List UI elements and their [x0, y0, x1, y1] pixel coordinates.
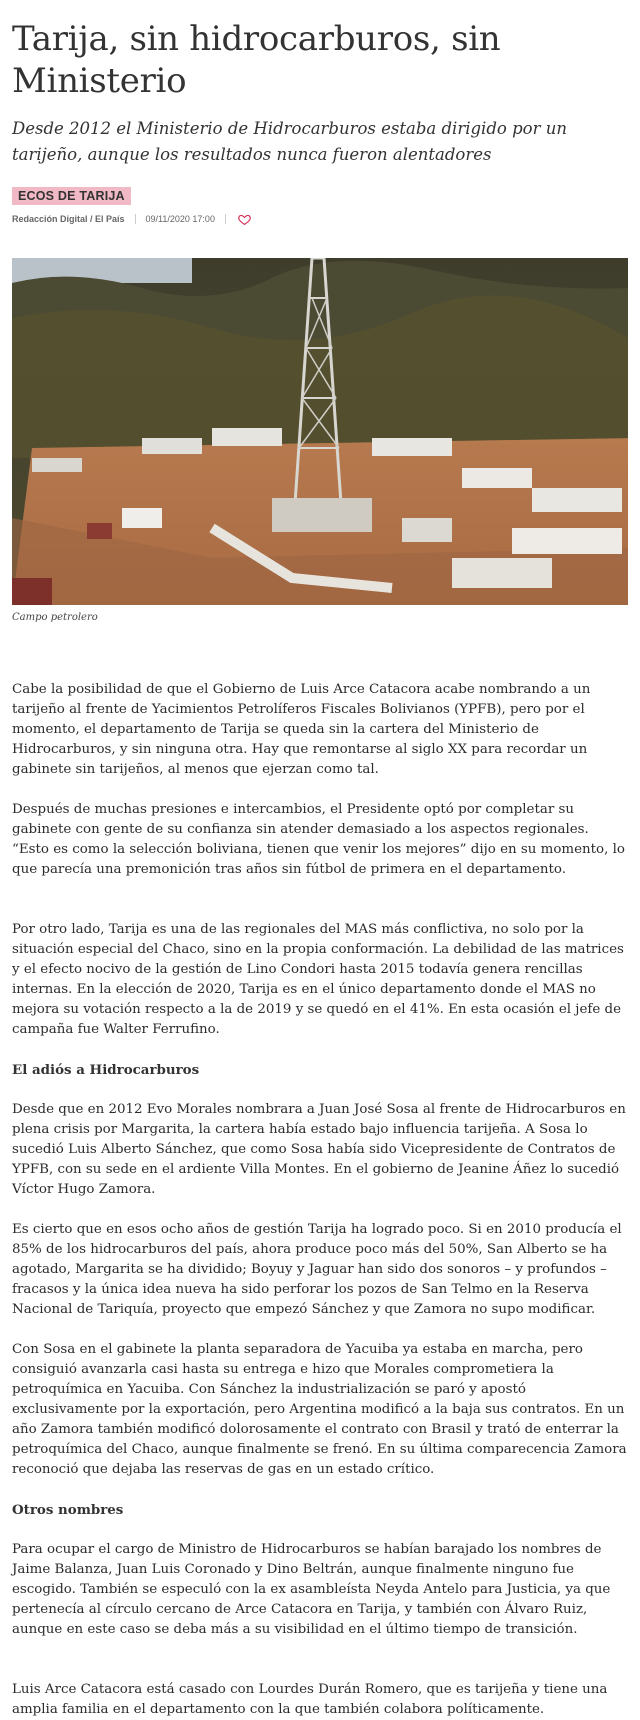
section-heading: Otros nombres	[12, 1502, 124, 1518]
article-title: Tarija, sin hidrocarburos, sin Ministerio	[12, 19, 501, 101]
paragraph: Después de muchas presiones e intercambios, el Presidente optó por completar su gabinete con gente de su confianza sin atender demasiado a los aspectos regionales. “Esto es como la selección boliviana, tienen que venir los mejores” dijo en su momento, lo que parecía una premonición tras años sin fútbol de primera en el departamento.	[12, 802, 625, 877]
image-caption: Campo petrolero	[12, 612, 98, 623]
author[interactable]: Redacción Digital / El País	[12, 214, 125, 224]
paragraph: Para ocupar el cargo de Ministro de Hidrocarburos se habían barajado los nombres de Jaime Balanza, Juan Luis Coronado y Dino Beltrán, aunque finalmente ninguno fue escogido. También se especuló con la ex asambleísta Neyda Antelo para Justicia, ya que pertenecía al círculo cercano de Arce Catacora en Tarija, y también con Álvaro Ruiz, aunque en este caso se deba más a su visibilidad en el último tiempo de transición.	[12, 1542, 611, 1637]
paragraph: Por otro lado, Tarija es una de las regionales del MAS más conflictiva, no solo por la situación especial del Chaco, sino en la propia conformación. La debilidad de las matrices y el efecto nocivo de la gestión de Lino Condori hasta 2015 todavía genera rencillas internas. En la elección de 2020, Tarija es en el único departamento donde el MAS no mejora su votación respecto a la de 2019 y se quedó en el 41%. En esta ocasión el jefe de campaña fue Walter Ferrufino.	[12, 922, 624, 1037]
paragraph: Desde que en 2012 Evo Morales nombrara a Juan José Sosa al frente de Hidrocarburos en plena crisis por Margarita, la cartera había estado bajo influencia tarijeña. A Sosa lo sucedió Luis Alberto Sánchez, que como Sosa había sido Vicepresidente de Contratos de YPFB, con su sede en el ardiente Villa Montes. En el gobierno de Jeanine Áñez lo sucedió Víctor Hugo Zamora.	[12, 1102, 626, 1197]
paragraph: Es cierto que en esos ocho años de gestión Tarija ha logrado poco. Si en 2010 producía el 85% de los hidrocarburos del país, ahora produce poco más del 50%, San Alberto se ha agotado, Margarita se ha dividido; Boyuy y Jaguar han sido dos sonoros – y profundos – fracasos y la única idea nueva ha sido perforar los pozos de San Telmo en la Reserva Nacional de Tariquía, proyecto que empezó Sánchez y que Zamora no supo modificar.	[12, 1222, 622, 1317]
article-meta	[12, 212, 251, 226]
section-tag[interactable]: ECOS DE TARIJA	[12, 187, 131, 205]
heart-icon[interactable]	[238, 213, 251, 226]
article-body	[12, 680, 628, 1720]
oil-field-photo	[12, 258, 628, 605]
article-photo	[12, 258, 628, 605]
section-heading: El adiós a Hidrocarburos	[12, 1062, 200, 1078]
meta-divider	[225, 214, 226, 224]
publish-date: 09/11/2020 17:00	[145, 214, 215, 224]
paragraph: Con Sosa en el gabinete la planta separadora de Yacuiba ya estaba en marcha, pero consiguió avanzarla casi hasta su entrega e hizo que Morales comprometiera la petroquímica en Yacuiba. Con Sánchez la industrialización se paró y apostó exclusivamente por la exportación, pero Argentina modificó a la baja sus contratos. En un año Zamora también modificó dolorosamente el contrato con Brasil y trató de enterrar la petroquímica del Chaco, aunque finalmente se frenó. En su última comparecencia Zamora reconoció que dejaba las reservas de gas en un estado crítico.	[12, 1342, 627, 1477]
heart-icon-svg	[238, 213, 251, 226]
article-subtitle: Desde 2012 el Ministerio de Hidrocarburos estaba dirigido por un tarijeño, aunque los resultados nunca fueron alentadores	[12, 119, 567, 164]
meta-divider	[135, 214, 136, 224]
paragraph: Luis Arce Catacora está casado con Lourdes Durán Romero, que es tarijeña y tiene una amplia familia en el departamento con la que también colabora políticamente.	[12, 1682, 608, 1717]
paragraph: Cabe la posibilidad de que el Gobierno de Luis Arce Catacora acabe nombrando a un tarijeño al frente de Yacimientos Petrolíferos Fiscales Bolivianos (YPFB), pero por el momento, el departamento de Tarija se queda sin la cartera del Ministerio de Hidrocarburos, y sin ninguna otra. Hay que remontarse al siglo XX para recordar un gabinete sin tarijeños, al menos que ejerzan como tal.	[12, 682, 591, 777]
